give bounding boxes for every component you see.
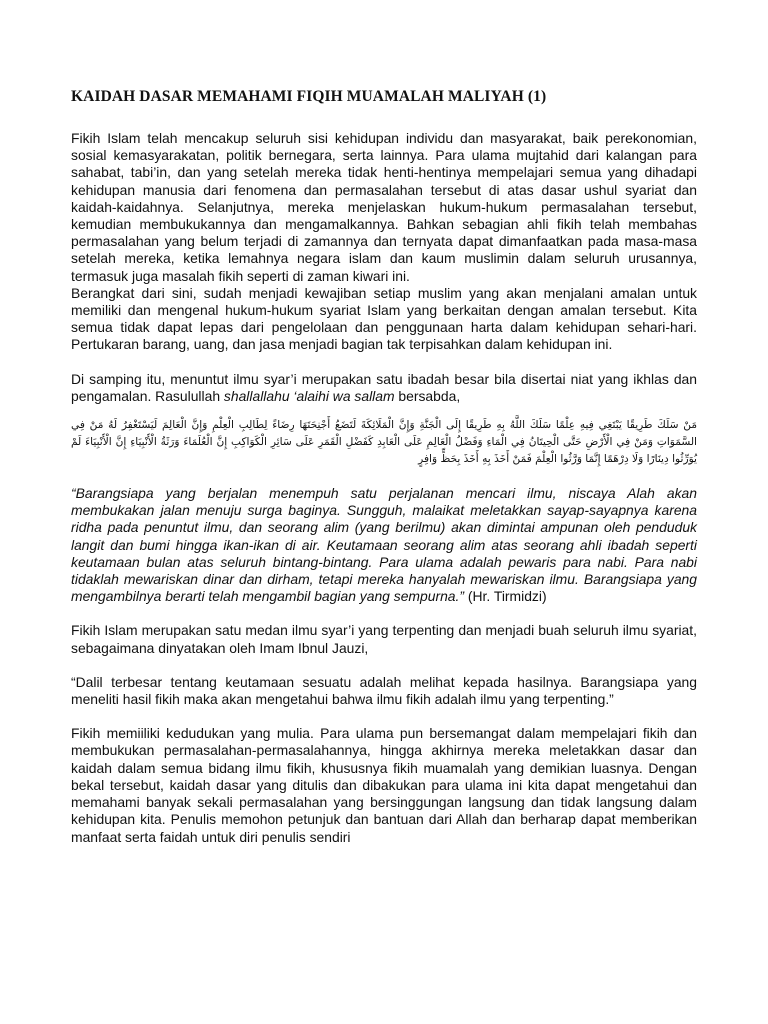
spacer <box>71 354 697 371</box>
spacer <box>71 708 697 725</box>
quote-ibnul-jauzi: “Dalil terbesar tentang keutamaan sesuatu adalah melihat kepada hasilnya. Barangsiapa yang meneliti hasil fikih maka akan mengetahui bahwa ilmu fikih adalah ilmu yang terpenting.” <box>71 673 697 708</box>
spacer <box>71 405 697 417</box>
hadith-translation <box>71 485 697 605</box>
paragraph-fikih-status: Fikih memiiliki kedudukan yang mulia. Para ulama pun bersemangat dalam mempelajari fikih dan membukukan permasalahan-permasalahannya, hingga akhirnya mereka meletakkan dasar dan kaidah dalam semua bidang ilmu fikih, khususnya fikih muamalah yang demikian luasnya. Dengan bekal tersebut, kaidah dasar yang ditulis dan dibakukan para ulama ini kita dapat mengetahui dan memahami banyak sekali permasalahan yang bersinggungan langsung dan tidak langsung dalam kehidupan kita. Penulis memohon petunjuk dan bantuan dari Allah dan berharap dapat memberikan manfaat serta faidah untuk diri penulis sendiri <box>71 725 697 845</box>
arabic-hadith: مَنْ سَلَكَ طَرِيقًا يَبْتَغِي فِيهِ عِلْمًا سَلَكَ اللَّهُ بِهِ طَرِيقًا إِلَى الْجَنَّةِ وَإِنَّ الْمَلَائِكَةَ لَتَضَعُ أَجْنِحَتَهَا رِضَاءً لِطَالِبِ الْعِلْمِ وَإِنَّ الْعَالِمَ لَيَسْتَغْفِرُ لَهُ مَنْ فِي السَّمَوَاتِ وَمَنْ فِي الْأَرْضِ حَتَّى الْحِيتَانُ فِي الْمَاءِ وَفَضْلُ الْعَالِمِ عَلَى الْعَابِدِ كَفَضْلِ الْقَمَرِ عَلَى سَائِرِ الْكَوَاكِبِ إِنَّ الْعُلَمَاءَ وَرَثَةُ الْأَنْبِيَاءِ إِنَّ الْأَنْبِيَاءَ لَمْ يُوَرِّثُوا دِينَارًا وَلَا دِرْهَمًا إِنَّمَا وَرَّثُوا الْعِلْمَ فَمَنْ أَخَذَ بِهِ أَخَذَ بِحَظٍّ وَافِرٍ <box>71 419 697 466</box>
paragraph-intro: Fikih Islam telah mencakup seluruh sisi kehidupan individu dan masyarakat, baik perekonomian, sosial kemasyarakatan, politik bernegara, serta lainnya. Para ulama mujtahid dari kalangan para sahabat, tabi’in, dan yang setelah mereka tidak henti-hentinya mempelajari semua yang dihadapi kehidupan manusia dari fenomena dan permasalahan tersebut di atas dasar ushul syariat dan kaidah-kaidahnya. Selanjutnya, mereka menjelaskan hukum-hukum permasalahan tersebut, kemudian membukukannya dan mengamalkannya. Bahkan sebagian ahli fikih telah membahas permasalahan yang belum terjadi di zamannya dan ternyata dapat dimanfaatkan pada masa-masa setelah mereka, ketika lemahnya negara islam dan kaum muslimin dalam seluruh urusannya, termasuk juga masalah fikih seperti di zaman kiwari ini. <box>71 130 697 284</box>
document-page <box>71 88 697 846</box>
hadith-translation-italic: “Barangsiapa yang berjalan menempuh satu perjalanan mencari ilmu, niscaya Alah akan membukakan jalan menuju surga baginya. Sungguh, malaikat meletakkan sayap-sayapnya karena ridha pada penuntut ilmu, dan seorang alim (yang berilmu) akan dimintai ampunan oleh penduduk langit dan bumi hingga ikan-ikan di air. Keutamaan seorang alim atas seorang ahli ibadah seperti keutamaan bulan atas seluruh bintang-bintang. Para ulama adalah pewaris para nabi. Para nabi tidaklah mewariskan dinar dan dirham, tetapi mereka hanyalah mewariskan ilmu. Barangsiapa yang mengambilnya berarti telah mengambil bagian yang sempurna.” <box>71 485 697 605</box>
paragraph-obligation: Berangkat dari sini, sudah menjadi kewajiban setiap muslim yang akan menjalani amalan untuk memiliki dan mengenal hukum-hukum syariat Islam yang berkaitan dengan amalan tersebut. Kita semua tidak dapat lepas dari pengelolaan dan penggunaan harta dalam kehidupan sehari-hari. Pertukaran barang, uang, dan jasa menjadi bagian tak terpisahkan dalam kehidupan ini. <box>71 284 697 353</box>
spacer <box>71 657 697 674</box>
spacer <box>71 468 697 485</box>
salawat-italic: shallallahu ‘alaihi wa sallam <box>223 387 395 404</box>
spacer <box>71 605 697 622</box>
paragraph-fikih-importance: Fikih Islam merupakan satu medan ilmu syar’i yang terpenting dan menjadi buah seluruh ilmu syariat, sebagaimana dinyatakan oleh Imam Ibnul Jauzi, <box>71 622 697 656</box>
hadith-intro-end: bersabda, <box>394 387 461 404</box>
paragraph-hadith-intro <box>71 371 697 405</box>
document-title: KAIDAH DASAR MEMAHAMI FIQIH MUAMALAH MALIYAH (1) <box>71 88 547 105</box>
hadith-intro-text: Di samping itu, menuntut ilmu syar’i merupakan satu ibadah besar bila disertai niat yang ikhlas dan pengamalan. Rasulullah <box>71 370 697 404</box>
hadith-source: (Hr. Tirmidzi) <box>464 588 547 605</box>
